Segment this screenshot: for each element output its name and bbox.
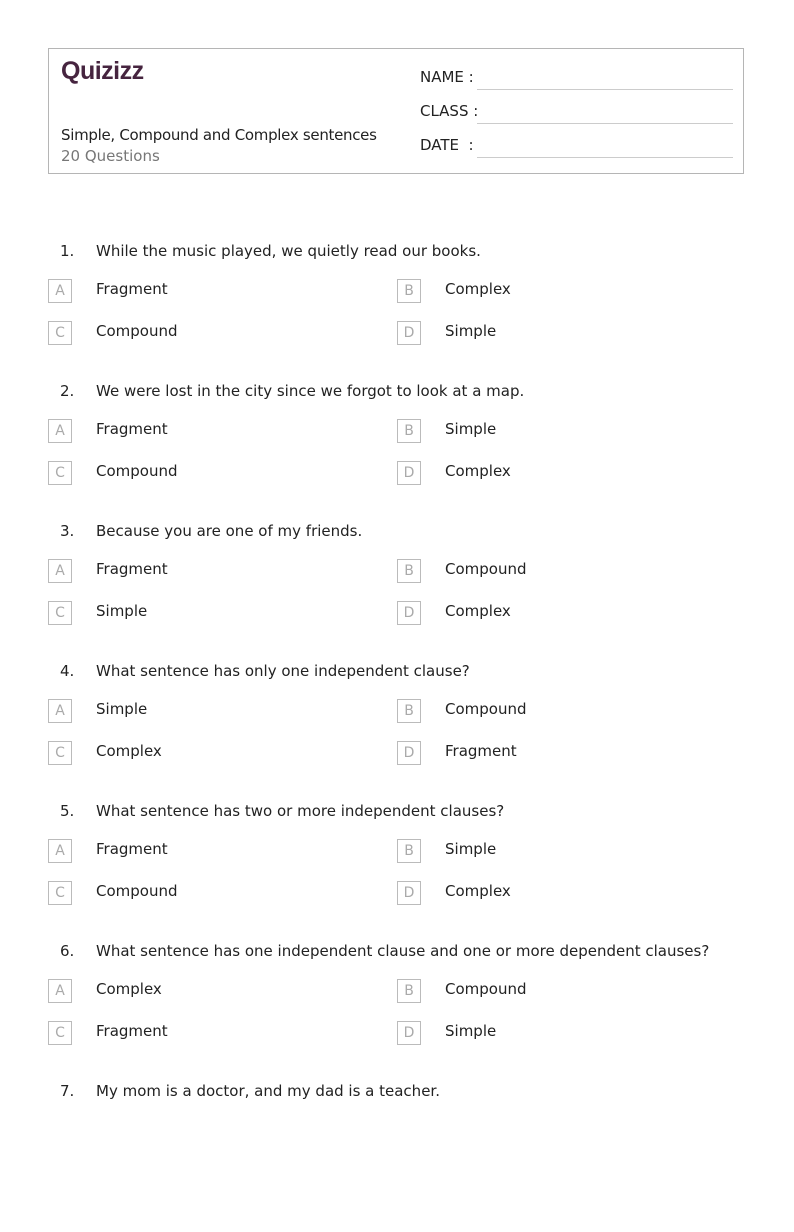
question-count: 20 Questions xyxy=(61,147,160,165)
option-letter-box[interactable]: D xyxy=(397,1021,421,1045)
question-number: 4. xyxy=(60,662,75,680)
question xyxy=(0,382,794,532)
option-letter-box[interactable]: B xyxy=(397,839,421,863)
option-text: Compound xyxy=(96,322,178,340)
option-text: Compound xyxy=(445,560,527,578)
question xyxy=(0,242,794,392)
option-letter-box[interactable]: B xyxy=(397,279,421,303)
option-letter-box[interactable]: C xyxy=(48,881,72,905)
option-text: Simple xyxy=(445,1022,497,1040)
option-text: Complex xyxy=(96,980,162,998)
class-label: CLASS : xyxy=(420,102,479,120)
option-letter-box[interactable]: A xyxy=(48,559,72,583)
option-text: Compound xyxy=(445,700,527,718)
option-text: Compound xyxy=(445,980,527,998)
option-text: Simple xyxy=(96,700,148,718)
option-text: Complex xyxy=(445,462,511,480)
question xyxy=(0,942,794,1092)
option-text: Fragment xyxy=(96,280,168,298)
name-label: NAME : xyxy=(420,68,474,86)
option-letter-box[interactable]: D xyxy=(397,461,421,485)
quizizz-logo: Quizizz xyxy=(61,57,144,85)
option-text: Simple xyxy=(96,602,148,620)
question xyxy=(0,1082,794,1232)
question-number: 6. xyxy=(60,942,75,960)
option-text: Compound xyxy=(96,882,178,900)
option-letter-box[interactable]: C xyxy=(48,461,72,485)
question-number: 1. xyxy=(60,242,75,260)
question-number: 2. xyxy=(60,382,75,400)
date-label: DATE : xyxy=(420,136,474,154)
option-text: Complex xyxy=(445,882,511,900)
option-text: Fragment xyxy=(96,560,168,578)
option-text: Simple xyxy=(445,420,497,438)
option-letter-box[interactable]: A xyxy=(48,419,72,443)
question-text: Because you are one of my friends. xyxy=(96,522,363,540)
question-text: What sentence has only one independent clause? xyxy=(96,662,470,680)
option-letter-box[interactable]: C xyxy=(48,1021,72,1045)
option-letter-box[interactable]: A xyxy=(48,699,72,723)
name-field[interactable] xyxy=(477,89,733,90)
question-text: What sentence has one independent clause and one or more dependent clauses? xyxy=(96,942,710,960)
option-text: Fragment xyxy=(96,1022,168,1040)
class-field[interactable] xyxy=(477,123,733,124)
option-text: Complex xyxy=(445,280,511,298)
option-text: Simple xyxy=(445,322,497,340)
option-text: Fragment xyxy=(96,420,168,438)
question xyxy=(0,522,794,672)
question-number: 3. xyxy=(60,522,75,540)
option-text: Complex xyxy=(445,602,511,620)
option-letter-box[interactable]: A xyxy=(48,839,72,863)
option-letter-box[interactable]: A xyxy=(48,979,72,1003)
option-letter-box[interactable]: C xyxy=(48,601,72,625)
question xyxy=(0,802,794,952)
option-letter-box[interactable]: C xyxy=(48,321,72,345)
question xyxy=(0,662,794,812)
option-letter-box[interactable]: D xyxy=(397,881,421,905)
option-text: Fragment xyxy=(445,742,517,760)
option-text: Compound xyxy=(96,462,178,480)
question-number: 5. xyxy=(60,802,75,820)
worksheet-header xyxy=(48,48,744,174)
option-letter-box[interactable]: D xyxy=(397,321,421,345)
question-text: We were lost in the city since we forgot to look at a map. xyxy=(96,382,525,400)
option-letter-box[interactable]: D xyxy=(397,601,421,625)
option-letter-box[interactable]: B xyxy=(397,979,421,1003)
date-field[interactable] xyxy=(477,157,733,158)
option-letter-box[interactable]: B xyxy=(397,699,421,723)
option-text: Complex xyxy=(96,742,162,760)
option-letter-box[interactable]: B xyxy=(397,419,421,443)
option-letter-box[interactable]: C xyxy=(48,741,72,765)
option-text: Fragment xyxy=(96,840,168,858)
option-text: Simple xyxy=(445,840,497,858)
question-text: What sentence has two or more independent clauses? xyxy=(96,802,505,820)
worksheet-title: Simple, Compound and Complex sentences xyxy=(61,126,377,144)
question-text: While the music played, we quietly read our books. xyxy=(96,242,481,260)
question-number: 7. xyxy=(60,1082,75,1100)
option-letter-box[interactable]: A xyxy=(48,279,72,303)
option-letter-box[interactable]: D xyxy=(397,741,421,765)
option-letter-box[interactable]: B xyxy=(397,559,421,583)
question-text: My mom is a doctor, and my dad is a teacher. xyxy=(96,1082,440,1100)
